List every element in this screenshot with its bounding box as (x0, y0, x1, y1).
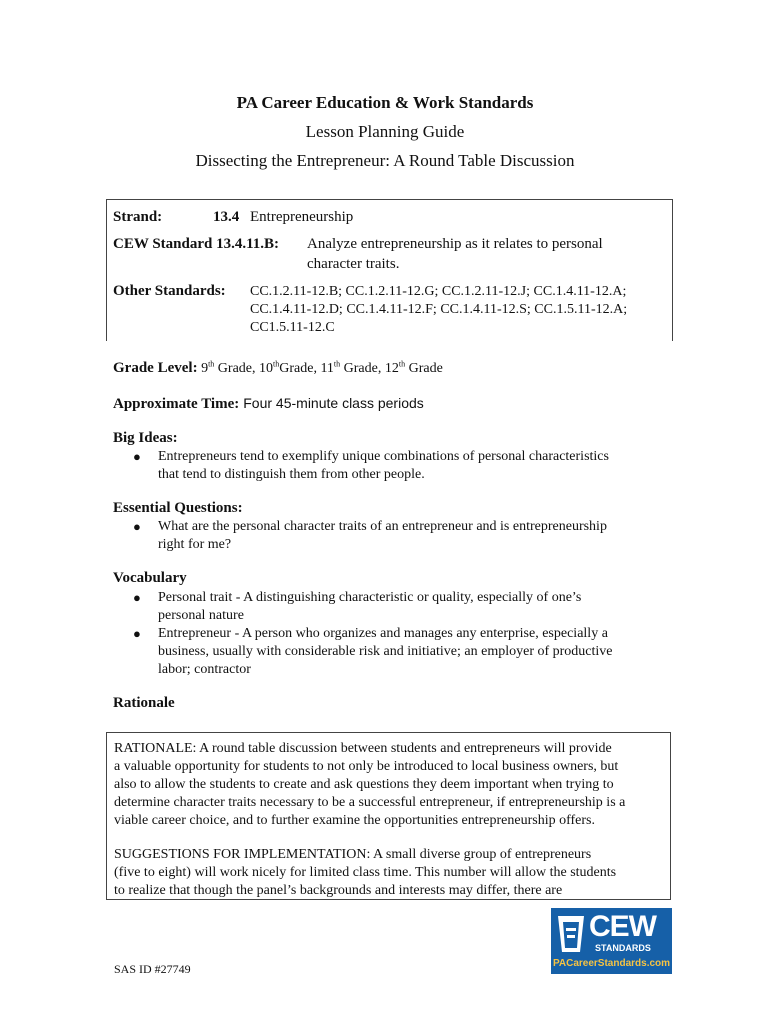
approximate-time (113, 395, 424, 413)
grade-11-suffix: th (333, 359, 341, 369)
cew-standard-text-line2: character traits. (307, 256, 400, 272)
big-idea-line2: that tend to distinguish them from other people. (158, 467, 425, 482)
grade-word-1: Grade (217, 361, 252, 376)
other-standards-line2: CC.1.4.11-12.D; CC.1.4.11-12.F; CC.1.4.11-12.S; CC.1.5.11-12.A; (250, 302, 628, 317)
bullet-icon: ● (133, 449, 141, 464)
keystone-icon (556, 914, 586, 954)
vocab-2-line1: Entrepreneur - A person who organizes and manages any enterprise, especially a (158, 626, 608, 641)
cew-standard-label: CEW Standard 13.4.11.B: (113, 236, 280, 252)
suggestions-line: SUGGESTIONS FOR IMPLEMENTATION: A small diverse group of entrepreneurs (114, 847, 592, 862)
rationale-paragraph (114, 740, 667, 830)
grade-level: Grade Level: 9th Grade, 10thGrade, 11th Grade, 12th Grade (113, 359, 443, 376)
essential-questions-list (113, 518, 673, 554)
grade-12-suffix: th (398, 359, 406, 369)
cew-standard-text-line1: Analyze entrepreneurship as it relates to personal (307, 236, 603, 252)
list-item (113, 518, 673, 554)
bullet-icon: ● (133, 626, 141, 641)
logo-url: PACareerStandards.com (552, 958, 671, 969)
big-idea-line1: Entrepreneurs tend to exemplify unique combinations of personal characteristics (158, 449, 609, 464)
bullet-icon: ● (133, 590, 141, 605)
list-item (113, 625, 673, 679)
rationale-line: determine character traits necessary to be a successful entrepreneur, if entrepreneurship is a (114, 795, 626, 810)
grade-word-4: Grade (408, 361, 443, 376)
sas-id: SAS ID #27749 (114, 962, 191, 976)
rationale-line: viable career choice, and to further examine the opportunities entrepreneurship offers. (114, 813, 595, 828)
rationale-box (106, 732, 671, 900)
suggestions-line: to realize that though the panel’s backgrounds and interests may differ, there are (114, 883, 563, 898)
grade-12: 12 (384, 361, 399, 376)
rationale-line: a valuable opportunity for students to not only be introduced to local business owners, but (114, 759, 619, 774)
grade-11: 11 (320, 361, 334, 376)
standards-box (106, 199, 673, 341)
vocab-1-line1: Personal trait - A distinguishing characteristic or quality, especially of one’s (158, 590, 582, 605)
vocab-2-line2: business, usually with considerable risk and initiative; an employer of productive (158, 644, 613, 659)
other-standards-line1: CC.1.2.11-12.B; CC.1.2.11-12.G; CC.1.2.11-12.J; CC.1.4.11-12.A; (250, 284, 627, 299)
document-title: PA Career Education & Work Standards (236, 93, 534, 112)
cew-standards-logo (551, 908, 672, 974)
suggestions-line: (five to eight) will work nicely for limited class time. This number will allow the students (114, 865, 617, 880)
rationale-line: RATIONALE: A round table discussion between students and entrepreneurs will provide (114, 741, 612, 756)
rationale-heading: Rationale (113, 695, 175, 711)
vocab-2-line3: labor; contractor (158, 662, 251, 677)
approximate-time-value: Four 45-minute class periods (243, 395, 424, 411)
grade-9: 9 (201, 361, 209, 376)
grade-word-3: Grade (343, 361, 378, 376)
logo-subtitle: STANDARDS (595, 943, 651, 953)
strand-number: 13.4 (213, 209, 240, 225)
approximate-time-label: Approximate Time: (113, 396, 240, 412)
list-item (113, 448, 673, 484)
suggestions-paragraph (114, 846, 667, 900)
grade-level-label: Grade Level: (113, 360, 198, 376)
grade-10-suffix: th (273, 359, 280, 369)
strand-name: Entrepreneurship (250, 209, 354, 225)
grade-10: 10 (259, 361, 273, 376)
lesson-title: Dissecting the Entrepreneur: A Round Table Discussion (195, 151, 575, 170)
essential-questions-heading: Essential Questions: (113, 500, 243, 516)
big-ideas-heading: Big Ideas: (113, 430, 178, 446)
vocab-1-line2: personal nature (158, 608, 244, 623)
document-subtitle: Lesson Planning Guide (305, 122, 465, 141)
grade-word-2: Grade (279, 361, 314, 376)
bullet-icon: ● (133, 519, 141, 534)
other-standards-label: Other Standards: (113, 283, 226, 299)
list-item (113, 589, 673, 625)
big-ideas-list (113, 448, 673, 484)
rationale-line: also to allow the students to create and ask questions they deem important when trying to (114, 777, 614, 792)
question-line2: right for me? (158, 537, 232, 552)
question-line1: What are the personal character traits of an entrepreneur and is entrepreneurship (158, 519, 607, 534)
strand-label: Strand: (113, 209, 163, 225)
other-standards-line3: CC1.5.11-12.C (250, 320, 335, 335)
vocabulary-list (113, 589, 673, 679)
vocabulary-heading: Vocabulary (113, 570, 187, 586)
grade-9-suffix: th (208, 359, 215, 369)
logo-name: CEW (589, 910, 656, 943)
